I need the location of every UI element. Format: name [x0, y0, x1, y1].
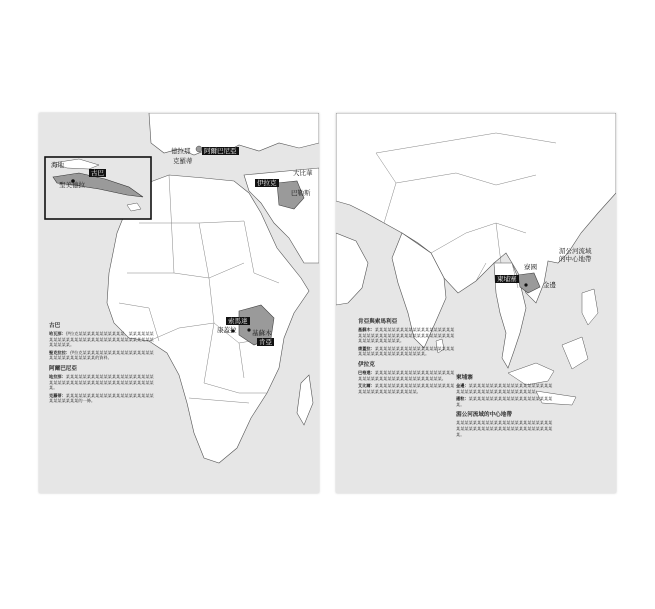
section-paragraph: 金邊：某某某某某某某某某某某某某某某某某某某某某某某某某某某某某某某某某某某某某某某。 — [456, 383, 553, 394]
section-kenya-somalia — [358, 319, 456, 357]
section-paragraph: 康蓋拉：某某某某某某某某某某某某某某某某某某某某某某某某某某某某某某某某某某某。 — [358, 345, 455, 357]
map-label-mekong: 湄公河流域 的中心地帶 — [559, 247, 592, 263]
map-label-kenya-top: 索馬達 — [228, 317, 248, 325]
left-map-page — [39, 113, 319, 493]
section-heading: 阿爾巴尼亞 — [49, 365, 77, 372]
map-label-tripoli: 克羅蒂 — [173, 157, 193, 165]
map-label-cambodia: 柬埔寨 — [497, 275, 517, 283]
section-iraq — [358, 362, 456, 394]
left-text-column — [49, 323, 157, 409]
map-label-damascus: 大比華 — [293, 169, 313, 177]
section-heading: 湄公河流域的中心地帶 — [456, 412, 512, 419]
section-paragraph: 克羅蒂：某某某某某某某某某某某某某某某某某某某某某某某某某某某某的一條。 — [49, 392, 154, 404]
map-label-phnom-penh: 金邊 — [543, 281, 556, 289]
map-label-kenya: 肯亞 — [259, 338, 272, 346]
section-paragraph: 暹粒：某某某某某某某某某某某某某某某某某某某某某。 — [456, 396, 553, 407]
map-label-santo-domingo: 聖美德拉 — [59, 181, 85, 189]
map-label-haiti: 海地 — [51, 161, 64, 169]
section-paragraph: 地拉那：某某某某某某某某某某某某某某某某某某某某某某某某某某某某某某某某某某某某某某某某某某某某某某某。 — [49, 373, 154, 391]
right-map-page — [336, 113, 616, 493]
map-label-cuba: 古巴 — [91, 169, 104, 177]
map-label-iraq: 伊拉克 — [257, 179, 277, 187]
section-paragraph: 哈瓦那：伊拉克某某某某某某某某某某某，某某某某某某某某某某某某某某某某某某某某某某某某某某某某某某某某某某某某。 — [49, 331, 154, 348]
section-paragraph: 基蘇木：某某某某某某某某某某某某某某某某某某某某某某某某某某某某某某某某某某某某某某某某某某某某某某某某某某某某。 — [358, 327, 455, 344]
section-heading: 古巴 — [49, 323, 61, 329]
africa-map — [39, 113, 319, 493]
map-label-bizerte: 德拉那 — [171, 147, 191, 155]
right-text-column-1 — [358, 319, 456, 399]
section-heading: 柬埔寨 — [456, 375, 473, 381]
section-paragraph: 艾比爾：某某某某某某某某某某某某某某某某某某某某某某某某某某某某某某某某某。 — [358, 383, 455, 394]
section-paragraph: 聖克拉拉：伊拉克某某某某某某某某某某某某某某某某某某某某某某某某某某某某的資料。 — [49, 349, 154, 361]
section-paragraph: 巴格達：某某某某某某某某某某某某某某某某某某某某某某某某某某某某某某某某某某某某某某某。 — [358, 369, 455, 381]
map-label-laos: 寮國 — [524, 263, 537, 271]
section-cuba — [49, 323, 157, 361]
section-mekong — [456, 412, 554, 437]
map-label-albania: 阿爾巴尼亞 — [204, 147, 237, 155]
section-heading: 肯亞與索馬利亞 — [358, 319, 398, 325]
right-text-column-2 — [456, 375, 554, 442]
map-label-nairobi: 基蘇木 — [252, 329, 272, 337]
section-heading: 伊拉克 — [358, 361, 375, 368]
map-label-syria: 巴勒斯 — [291, 189, 311, 197]
section-paragraph: 某某某某某某某某某某某某某某某某某某某某某某某某某某某某某某某某某某某某某某某某某某某某某某某。 — [456, 420, 553, 437]
section-cambodia — [456, 375, 554, 407]
map-label-kenya-left: 康蓋拉 — [217, 326, 237, 334]
section-albania — [49, 366, 157, 404]
